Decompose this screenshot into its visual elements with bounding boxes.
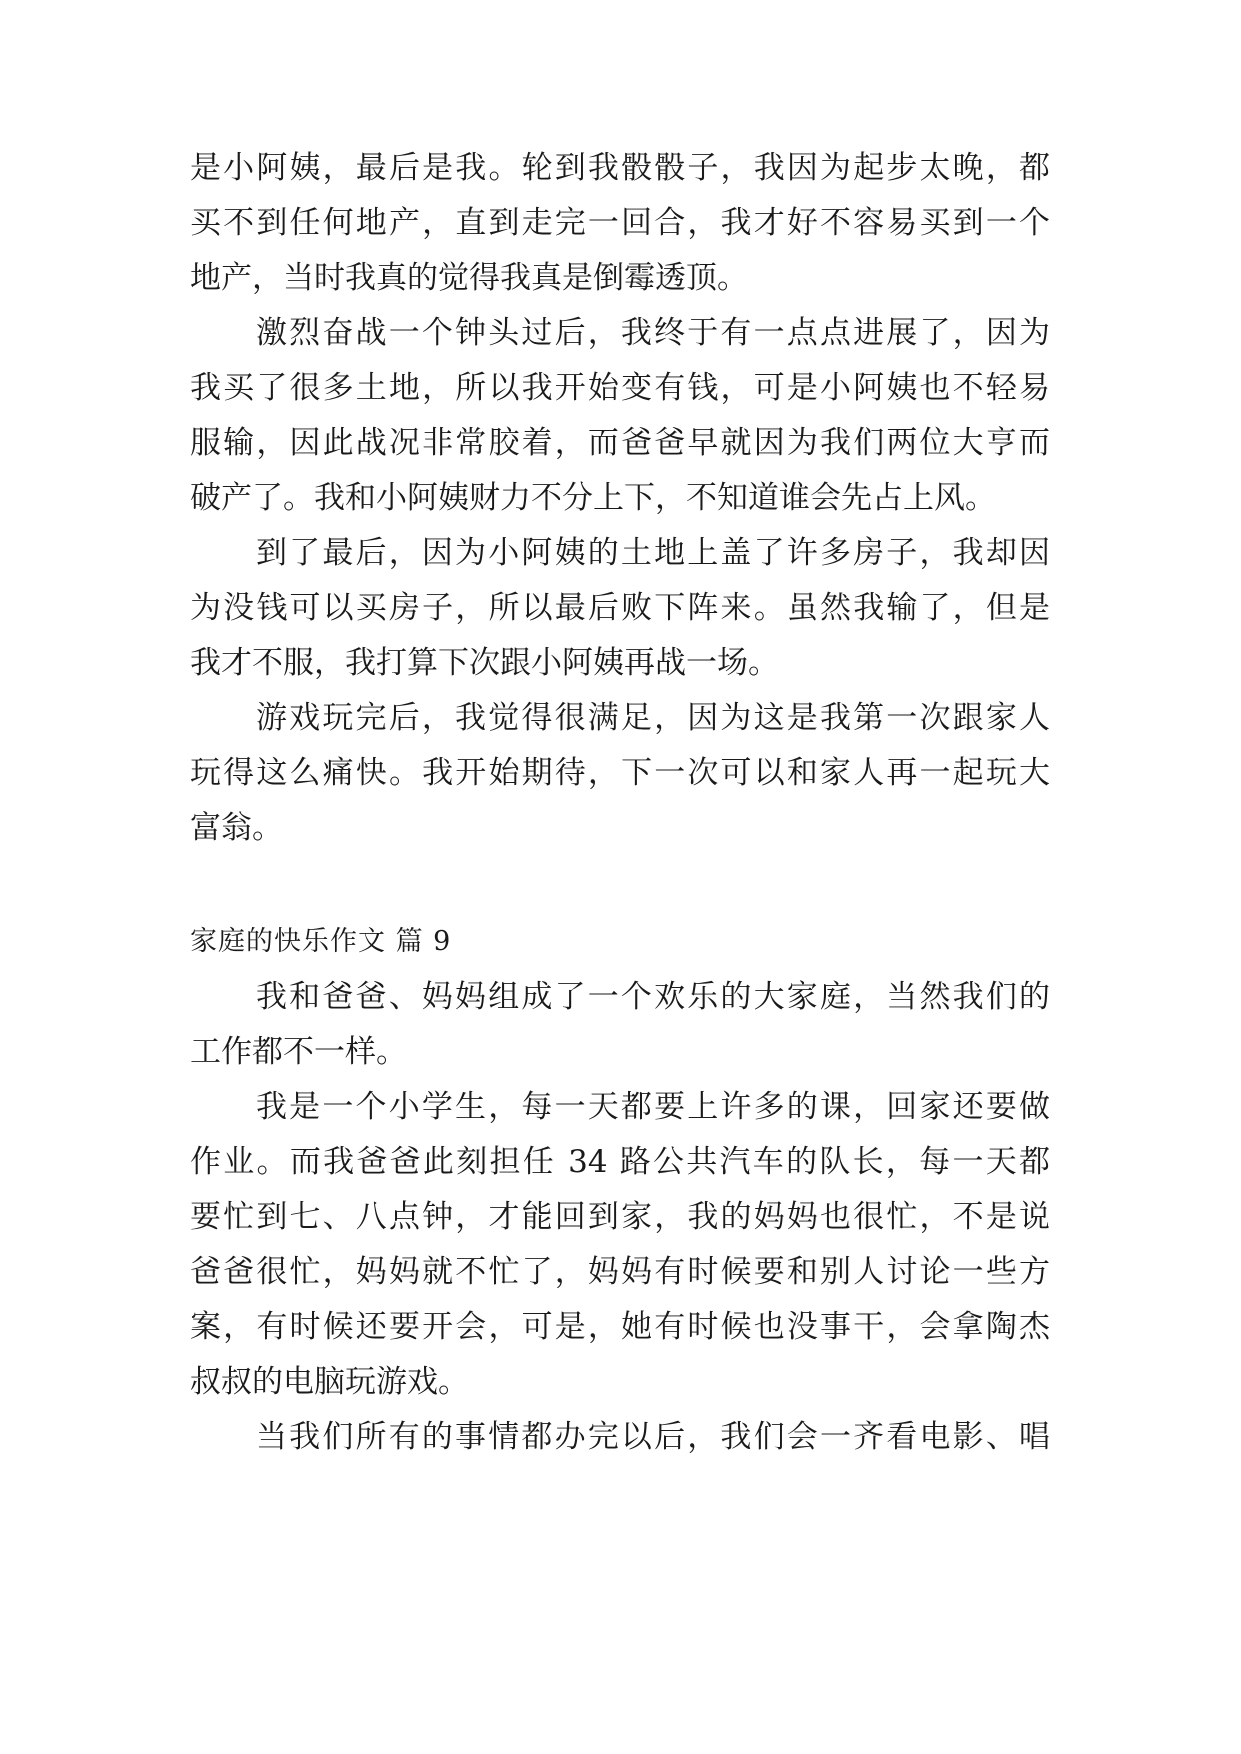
paragraph-line: 是小阿姨，最后是我。轮到我骰骰子，我因为起步太晚，都 — [190, 150, 1050, 186]
paragraph-line: 作业。而我爸爸此刻担任 34 路公共汽车的队长，每一天都 — [190, 1144, 1050, 1180]
paragraph-line: 爸爸很忙，妈妈就不忙了，妈妈有时候要和别人讨论一些方 — [190, 1254, 1050, 1290]
paragraph-line: 我买了很多土地，所以我开始变有钱，可是小阿姨也不轻易 — [190, 370, 1050, 406]
paragraph-line: 激烈奋战一个钟头过后，我终于有一点点进展了，因为 — [256, 315, 1050, 351]
paragraph-line: 服输，因此战况非常胶着，而爸爸早就因为我们两位大亨而 — [190, 425, 1050, 461]
paragraph-line: 我是一个小学生，每一天都要上许多的课，回家还要做 — [256, 1089, 1050, 1125]
paragraph-line: 游戏玩完后，我觉得很满足，因为这是我第一次跟家人 — [256, 700, 1050, 736]
paragraph-line: 当我们所有的事情都办完以后，我们会一齐看电影、唱 — [256, 1419, 1050, 1455]
paragraph-line: 买不到任何地产，直到走完一回合，我才好不容易买到一个 — [190, 205, 1050, 241]
paragraph-line: 富翁。 — [190, 810, 283, 846]
paragraph-line: 叔叔的电脑玩游戏。 — [190, 1364, 469, 1400]
paragraph-line: 为没钱可以买房子，所以最后败下阵来。虽然我输了，但是 — [190, 590, 1050, 626]
paragraph-line: 工作都不一样。 — [190, 1034, 407, 1070]
paragraph-line: 地产，当时我真的觉得我真是倒霉透顶。 — [190, 260, 748, 296]
paragraph-line: 案，有时候还要开会，可是，她有时候也没事干，会拿陶杰 — [190, 1309, 1050, 1345]
paragraph-line: 到了最后，因为小阿姨的土地上盖了许多房子，我却因 — [256, 535, 1050, 571]
paragraph-line: 我才不服，我打算下次跟小阿姨再战一场。 — [190, 645, 779, 681]
paragraph-line: 要忙到七、八点钟，才能回到家，我的妈妈也很忙，不是说 — [190, 1199, 1050, 1235]
paragraph-line: 玩得这么痛快。我开始期待，下一次可以和家人再一起玩大 — [190, 755, 1050, 791]
paragraph-line: 我和爸爸、妈妈组成了一个欢乐的大家庭，当然我们的 — [256, 979, 1050, 1015]
paragraph-line: 破产了。我和小阿姨财力不分上下，不知道谁会先占上风。 — [190, 480, 996, 516]
section-heading: 家庭的快乐作文 篇 9 — [190, 926, 452, 957]
